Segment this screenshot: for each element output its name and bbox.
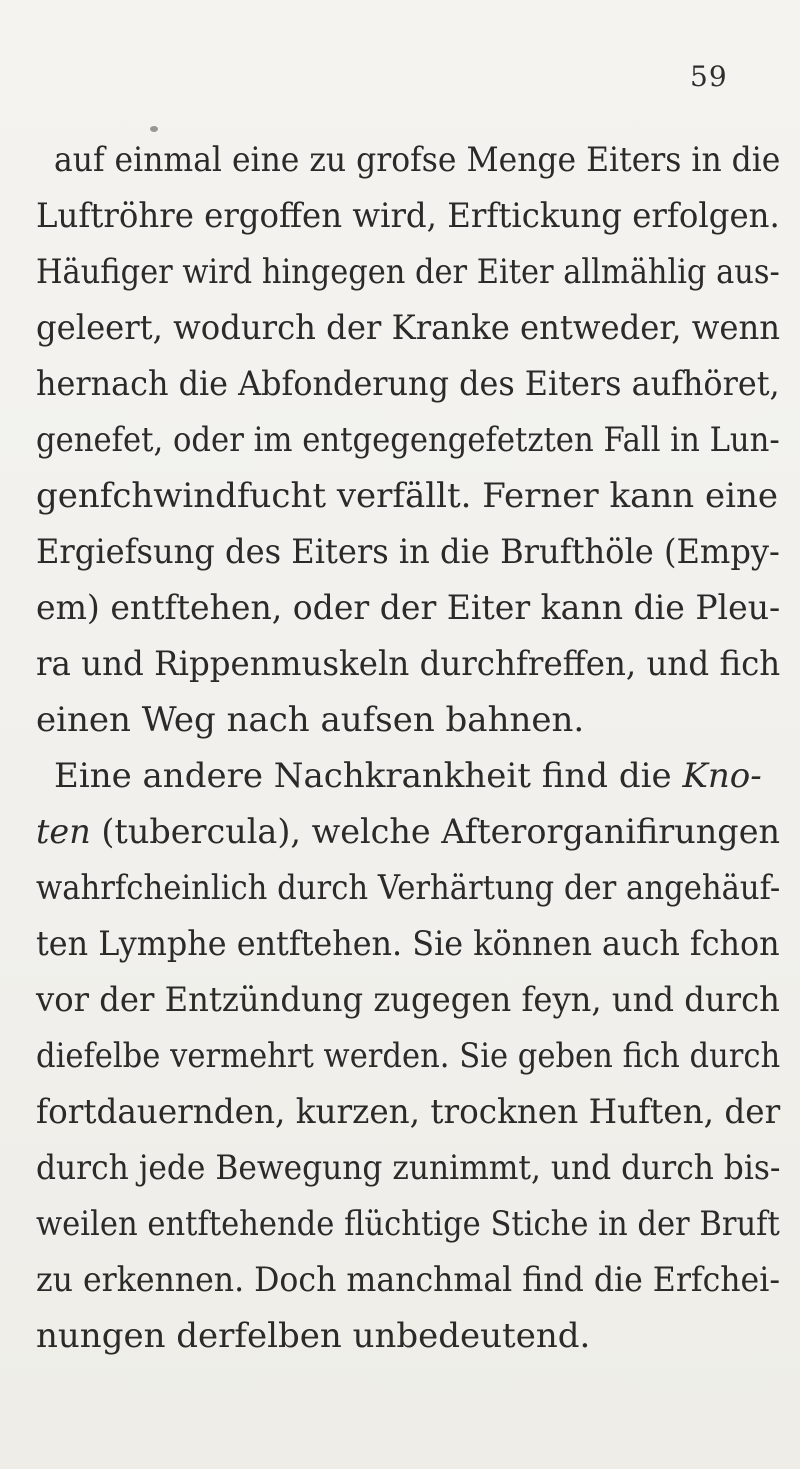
text-line: vor der Entzündung zugegen feyn, und durch [36,980,780,1020]
text-line: einen Weg nach aufsen bahnen. [36,700,585,740]
text-line: weilen entftehende flüchtige Stiche in der Bruft [36,1204,780,1244]
text-line [36,804,780,860]
text-line: ten Lymphe entftehen. Sie können auch fchon [36,924,780,964]
text-line: genfchwindfucht verfällt. Ferner kann eine [36,476,778,516]
text-line [54,748,762,804]
text-line: diefelbe vermehrt werden. Sie geben fich durch [36,1036,781,1076]
text-segment: (tubercula), welche Afterorganifirungen [101,812,780,852]
text-line: zu erkennen. Doch manchmal find die Erfchei- [36,1260,780,1300]
text-line: Häufiger wird hingegen der Eiter allmählig aus- [36,252,780,292]
text-line: auf einmal eine zu grofse Menge Eiters in die [54,140,781,180]
text-line: wahrfcheinlich durch Verhärtung der angehäuf- [36,868,781,908]
page-number: 59 [690,60,728,93]
text-segment: Eine andere Nachkrankheit find die [54,756,672,796]
text-line: nungen derfelben unbedeutend. [36,1316,591,1356]
italic-word: Kno- [682,756,762,796]
text-line: Luftröhre ergoffen wird, Erftickung erfolgen. [36,196,780,236]
text-line: geleert, wodurch der Kranke entweder, wenn [36,308,781,348]
text-line: fortdauernden, kurzen, trocknen Huften, der [36,1092,781,1132]
text-line: hernach die Abfonderung des Eiters aufhöret, [36,364,780,404]
text-line: durch jede Bewegung zunimmt, und durch bis- [36,1148,781,1188]
text-line: genefet, oder im entgegengefetzten Fall in Lun- [36,420,780,460]
text-line: ra und Rippenmuskeln durchfreffen, und fich [36,644,781,684]
text-line: Ergiefsung des Eiters in die Brufthöle (Empy- [36,532,780,572]
text-line: em) entftehen, oder der Eiter kann die Pleu- [36,588,781,628]
italic-word: ten [36,812,91,852]
